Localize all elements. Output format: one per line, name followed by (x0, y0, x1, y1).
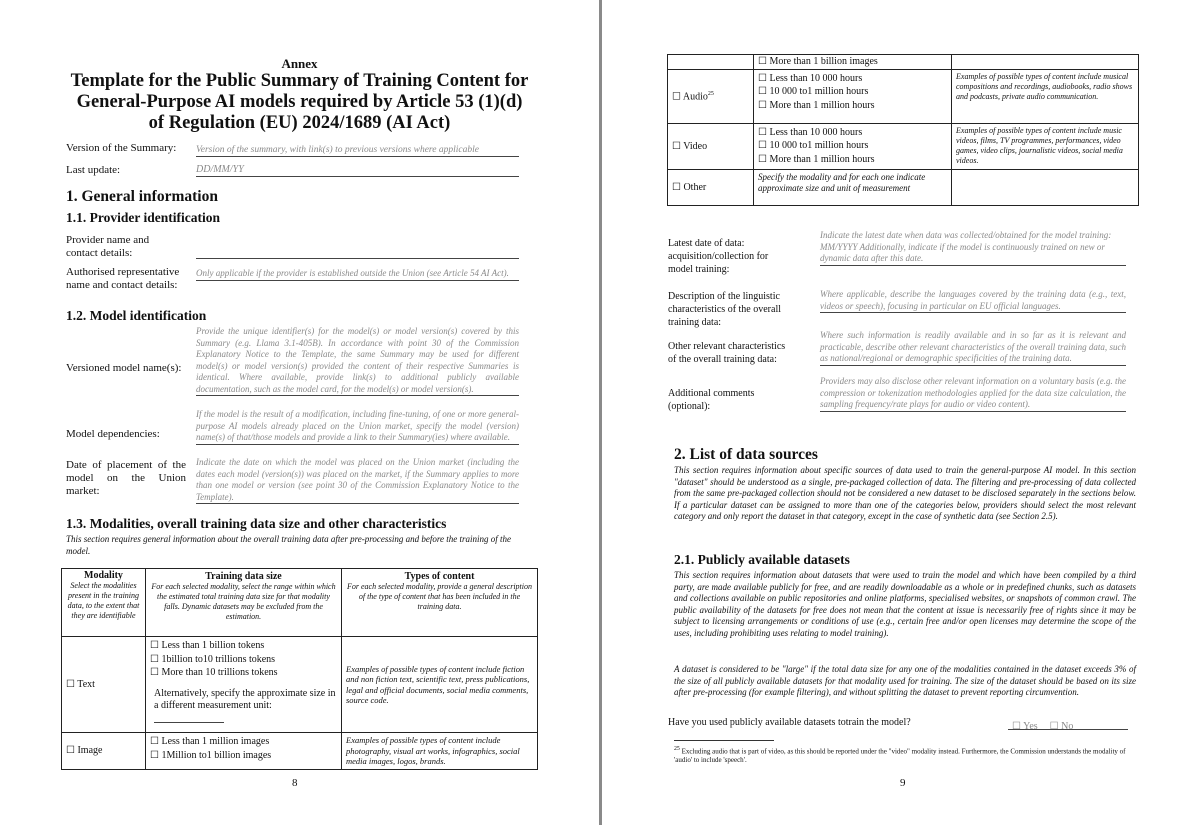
provider-label (66, 234, 149, 260)
additional-comments-label (668, 387, 754, 413)
heading-provider-identification: 1.1. Provider identification (66, 210, 220, 225)
placement-date-field[interactable]: Indicate the date on which the model was placed on the Union market (including the dates each model (version(s)) was placed on the market, if the Summary applies to more than one model or version (see point 30 of the Commission Explanatory Notice to the Template). (196, 457, 519, 504)
additional-comments-label-line-1: Additional comments (668, 388, 755, 399)
size-header-title: Training data size (205, 571, 282, 582)
page-number-9: 9 (900, 777, 906, 789)
versioned-model-field[interactable]: Provide the unique identifier(s) for the model(s) or model version(s) covered by this Summary (e.g. Llama 3.1-405B). In accordance with point 30 of the Commission Explanatory Notice to the Template, the same Summary may be used for different model(s) or model version(s) provided the content of their respective Summaries is identical. Where available, provide link(s) to additional publicly available documentation, such as the model card, for the model(s) or model version(s). (196, 326, 519, 396)
title-line-3: of Regulation (EU) 2024/1689 (AI Act) (148, 113, 451, 133)
heading-model-identification: 1.2. Model identification (66, 308, 207, 323)
modalities-table-continued (667, 54, 1139, 206)
image-size-cell (146, 733, 342, 770)
image-types-cell: Examples of possible types of content include photography, visual art works, infographics, social media images, logos, brands. (342, 733, 538, 770)
linguistic-label-line-1: Description of the linguistic (668, 291, 780, 302)
data-sources-intro: This section requires information about specific sources of data used to train the general-purpose AI model. In this section "dataset" should be understood as a single, pre-packaged collection of data. The filtering and pre-processing of data collected from the same pre-packaged collection should not be considered a new dataset to be disclosed separately in the sections below. If a particular dataset can be assigned to more than one of the categories below, providers should select the most relevant category and only report the dataset in that category, except in the case of synthetic data (see Section 2.5). (674, 465, 1136, 521)
size-header-note: For each selected modality, select the range within which the estimated total training data size for that modality falls. Dynamic datasets may be excluded from the estimation. (151, 582, 336, 621)
audio-modality-label: ☐ Audio (672, 91, 708, 103)
title-line-2: General-Purpose AI models required by Article 53 (1)(d) (76, 92, 523, 112)
image-modality-checkbox[interactable]: ☐ Image (62, 733, 146, 770)
types-header-title: Types of content (404, 571, 475, 582)
text-size-option-1[interactable]: ☐ Less than 1 billion tokens (150, 640, 265, 651)
heading-publicly-available-datasets: 2.1. Publicly available datasets (674, 552, 850, 567)
public-datasets-answer (1008, 716, 1128, 730)
title-line-1: Template for the Public Summary of Training Content for (70, 71, 529, 91)
footnote-number: 25 (674, 746, 680, 752)
audio-size-option-2[interactable]: ☐ 10 000 to1 million hours (758, 86, 869, 97)
linguistic-field[interactable]: Where applicable, describe the languages covered by the training data (e.g., text, videos or speech), focusing in particular on EU official languages. (820, 289, 1126, 313)
latest-date-label-line-2: acquisition/collection for (668, 251, 769, 262)
table-row-other (668, 169, 1139, 205)
version-label: Version of the Summary: (66, 142, 177, 154)
modality-header-note: Select the modalities present in the training data, to the extent that they are identifiable (67, 581, 140, 620)
last-update-label: Last update: (66, 164, 121, 176)
audio-types-cell: Examples of possible types of content include musical compositions and recordings, audiobooks, radio shows and podcasts, private audio communication. (952, 69, 1139, 123)
version-field[interactable]: Version of the summary, with link(s) to previous versions where applicable (196, 144, 519, 157)
image-size-option-1[interactable]: ☐ Less than 1 million images (150, 736, 270, 747)
footnote-separator (674, 740, 774, 741)
provider-label-line-1: Provider name and (66, 234, 150, 246)
footnote-25 (674, 745, 1136, 765)
video-size-option-1[interactable]: ☐ Less than 10 000 hours (758, 126, 863, 138)
authorised-representative-field[interactable]: Only applicable if the provider is established outside the Union (see Article 54 AI Act). (196, 268, 519, 281)
audio-size-option-1[interactable]: ☐ Less than 10 000 hours (758, 72, 863, 84)
types-header (342, 569, 538, 637)
answer-yes-checkbox[interactable]: ☐ Yes (1012, 721, 1038, 732)
table-row-audio (668, 69, 1139, 123)
last-update-field[interactable]: DD/MM/YY (196, 164, 519, 177)
table-row-image (62, 733, 538, 770)
public-datasets-question: Have you used publicly available datasets totrain the model? (668, 717, 911, 728)
public-datasets-paragraph-1: This section requires information about datasets that were used to train the model and which have been compiled by a third party, are made available publicly for free, and are readily downloadable as a whole or in predefined chunks, such as datasets and collections available on public repositories and online platforms, specialised websites, or snapshots of common crawl. The public availability of the datasets for free does not mean that the content at issue is necessarily free of rights since it may be subject to licensing arrangements or conditions of use (e.g., certain free and/or open licenses may determine the scope of the uses, including prohibiting uses relating to model training). (674, 570, 1136, 638)
video-size-option-3[interactable]: ☐ More than 1 million hours (758, 153, 875, 165)
text-size-option-2[interactable]: ☐ 1billion to10 trillions tokens (150, 653, 276, 665)
image-size-continued-cell (754, 55, 952, 70)
text-size-option-3[interactable]: ☐ More than 10 trillions tokens (150, 667, 278, 678)
other-characteristics-field[interactable]: Where such information is readily available and in so far as it is relevant and practicable, describe other relevant characteristics of the overall training data, such as national/regional or demographic specificities of the training data. (820, 330, 1126, 366)
table-row-image-continued (668, 55, 1139, 70)
linguistic-label (668, 290, 781, 329)
model-dependencies-label: Model dependencies: (66, 428, 160, 440)
modality-header (62, 569, 146, 637)
image-types-continued-cell (952, 55, 1139, 70)
linguistic-label-line-2: characteristics of the overall (668, 304, 781, 315)
provider-name-field[interactable] (196, 244, 519, 259)
page-8 (0, 0, 599, 825)
latest-date-field[interactable]: Indicate the latest date when data was collected/obtained for the model training: MM/YYYY Additionally, indicate if the model is continuously trained on new or dynamic data after this date. (820, 230, 1126, 266)
other-size-cell[interactable]: Specify the modality and for each one indicate approximate size and unit of measurement (754, 169, 952, 205)
additional-comments-label-line-2: (optional): (668, 401, 711, 412)
other-characteristics-label (668, 340, 785, 366)
other-types-cell[interactable] (952, 169, 1139, 205)
page-number-8: 8 (292, 777, 298, 789)
other-modality-checkbox[interactable]: ☐ Other (668, 169, 754, 205)
audio-footnote-ref: 25 (707, 91, 714, 98)
latest-date-label (668, 237, 768, 276)
page-title (40, 71, 559, 134)
latest-date-label-line-1: Latest date of data: (668, 238, 745, 249)
other-characteristics-label-line-2: of the overall training data: (668, 354, 777, 365)
annex-label: Annex (281, 56, 318, 71)
page-9 (602, 0, 1200, 825)
latest-date-label-line-3: model training: (668, 264, 730, 275)
text-alternative-size: Alternatively, specify the approximate size in a different measurement unit: (154, 687, 336, 711)
versioned-model-label: Versioned model name(s): (66, 362, 182, 374)
video-size-option-2[interactable]: ☐ 10 000 to1 million hours (758, 140, 869, 151)
modalities-table (61, 568, 538, 770)
text-modality-checkbox[interactable]: ☐ Text (62, 637, 146, 733)
size-header (146, 569, 342, 637)
placement-date-label: Date of placement of the model on the Union market: (66, 459, 186, 497)
provider-label-line-2: contact details: (66, 247, 133, 259)
video-types-cell: Examples of possible types of content include music videos, films, TV programmes, performances, video games, video clips, journalistic videos, social media videos. (952, 123, 1139, 169)
video-size-cell (754, 123, 952, 169)
modalities-intro: This section requires general information about the overall training data after pre-processing and before the training of the model. (66, 534, 512, 556)
heading-modalities: 1.3. Modalities, overall training data size and other characteristics (66, 516, 447, 531)
modality-header-title: Modality (84, 570, 123, 581)
text-size-cell (146, 637, 342, 733)
heading-list-of-data-sources: 2. List of data sources (674, 446, 818, 463)
other-characteristics-label-line-1: Other relevant characteristics (668, 341, 786, 352)
video-modality-checkbox[interactable]: ☐ Video (668, 123, 754, 169)
types-header-note: For each selected modality, provide a general description of the type of content that has been included in the training data. (347, 582, 532, 611)
authorised-label-line-2: name and contact details: (66, 279, 178, 291)
table-row-text (62, 637, 538, 733)
text-alternative-input[interactable] (154, 712, 224, 723)
image-size-option-3[interactable]: ☐ More than 1 billion images (758, 56, 878, 67)
image-size-option-2[interactable]: ☐ 1Million to1 billion images (150, 749, 272, 761)
linguistic-label-line-3: training data: (668, 317, 722, 328)
footnote-text: Excluding audio that is part of video, as this should be reported under the "video" modality instead. Furthermore, the Commission understands the modality of 'audio' to include 'speech'. (674, 747, 1126, 765)
table-row-video (668, 123, 1139, 169)
audio-size-cell (754, 69, 952, 123)
text-types-cell: Examples of possible types of content include fiction and non fiction text, scientific text, press publications, legal and official documents, social media comments, source code. (342, 637, 538, 733)
model-dependencies-field[interactable]: If the model is the result of a modification, including fine-tuning, of one or more general-purpose AI models already placed on the Union market, specify the model (version) name(s) of that/those models and provide a link to their Summary(ies) where available. (196, 409, 519, 445)
image-continued-cell (668, 55, 754, 70)
audio-modality-checkbox[interactable] (668, 69, 754, 123)
heading-general-information: 1. General information (66, 188, 218, 205)
authorised-label-line-1: Authorised representative (66, 266, 180, 278)
additional-comments-field[interactable]: Providers may also disclose other relevant information on a voluntary basis (e.g. the compression or tokenization methodologies applied for the data size calculation, the sampling frequency/rate plays for audio or video content). (820, 376, 1126, 412)
answer-no-checkbox[interactable]: ☐ No (1049, 721, 1074, 732)
public-datasets-paragraph-2: A dataset is considered to be "large" if the total data size for any one of the modalities contained in the dataset exceeds 3% of the size of all publicly available datasets for that modality used for training. The size of the dataset should be based on its size after pre-processing (for example filtering), and without splitting the dataset to prevent reporting circumvention. (674, 664, 1136, 697)
table-header-row (62, 569, 538, 637)
authorised-representative-label (66, 266, 179, 292)
audio-size-option-3[interactable]: ☐ More than 1 million hours (758, 99, 875, 111)
